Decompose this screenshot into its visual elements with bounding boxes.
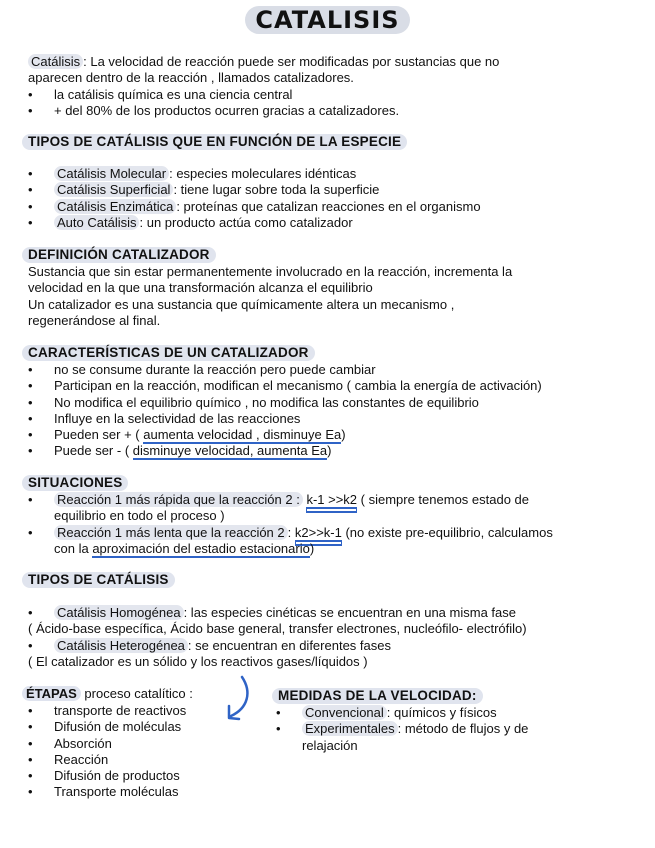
intro-block: Catálisis : La velocidad de reacción puede ser modificadas por sustancias que no aparecen dentro de la reacción , llamados catalizadores. • la catálisis química es una ciencia central • + del 80% de los productos ocurren gracias a catalizadores. [28,54,628,119]
equation: k2>>k-1 [294,524,342,540]
underlined-text: disminuye velocidad, aumenta Ea [132,443,328,459]
tipos-especie-list [28,166,628,231]
equation: k-1 >>k2 [306,492,358,507]
list-item: • No modifica el equilibrio químico , no modifica las constantes de equilibrio [28,394,479,410]
page-title: CATALISIS [0,6,655,34]
list-item: • Convencional : químicos y físicos [276,705,497,720]
list-item: • Catálisis Molecular : especies moleculares idénticas [28,166,357,181]
list-item: • Difusión de moléculas [28,719,182,735]
etapas-list [28,703,248,801]
underlined-text: aproximación del estadio estacionario [92,540,310,556]
list-item: • Reacción [28,751,109,767]
tipos-list: • Catálisis Homogénea : las especies cinéticas se encuentran en una misma fase ( Ácido-base específica, Ácido base general, transfer electrones, nucleófilo- electrófilo) • Catálisis Heterogénea : se encuentran en diferentes fases ( El catalizador es un sólido y los reactivos gases/líquidos ) [28,605,648,670]
etapas-heading: ÉTAPAS proceso catalítico : [22,686,193,702]
section-heading: CARACTERÍSTICAS DE UN CATALIZADOR [22,345,315,361]
underlined-text: aumenta velocidad , disminuye Ea [143,427,342,443]
list-item: • Transporte moléculas [28,784,179,800]
list-item: • Catálisis Superficial : tiene lugar sobre toda la superficie [28,182,380,198]
list-item: • Reacción 1 más lenta que la reacción 2 : k2>>k-1 (no existe pre-equilibrio, calculamos [28,524,553,540]
list-item: • Absorción [28,735,112,751]
medidas-list: • Convencional : químicos y físicos • Experimentales : método de flujos y de relajación [276,705,616,754]
section-heading: SITUACIONES [22,475,128,491]
definicion-text: Sustancia que sin estar permanentemente involucrado en la reacción, incrementa la velocidad en la que una transformación alcanza el equilibrio Un catalizador es una sustancia que químicamente altera un mecanismo , regenerándose al final. [28,264,513,328]
caracteristicas-list [28,362,638,460]
section-heading: TIPOS DE CATÁLISIS [22,572,175,588]
list-item: • Reacción 1 más rápida que la reacción 2 : k-1 >>k2 ( siempre tenemos estado de [28,492,530,507]
list-item: • la catálisis química es una ciencia central [28,86,293,102]
list-item: • Influye en la selectividad de las reacciones [28,410,301,426]
list-item: • Pueden ser + ( aumenta velocidad , disminuye Ea) [28,427,346,443]
list-item: • no se consume durante la reacción pero puede cambiar [28,362,376,377]
list-item: • transporte de reactivos [28,703,187,718]
list-item: • Participan en la reacción, modifican el mecanismo ( cambia la energía de activación) [28,378,542,394]
situaciones-list: • Reacción 1 más rápida que la reacción 2 : k-1 >>k2 ( siempre tenemos estado de equilibrio en todo el proceso ) • Reacción 1 más lenta que la reacción 2 : k2>>k-1 (no existe pre-equilibrio, calculamos con la aproximación del estadio estacionario) [28,492,638,557]
curved-arrow-icon [222,674,258,726]
section-heading: TIPOS DE CATÁLISIS QUE EN FUNCIÓN DE LA ESPECIE [22,134,407,150]
intro-term: Catálisis [28,54,83,69]
list-item: • Auto Catálisis : un producto actúa como catalizador [28,214,353,230]
list-item: • Puede ser - ( disminuye velocidad, aumenta Ea) [28,443,332,459]
section-heading: DEFINICIÓN CATALIZADOR [22,247,216,263]
section-heading: MEDIDAS DE LA VELOCIDAD: [272,688,483,704]
list-item: • Experimentales : método de flujos y de [276,721,529,737]
list-item: • Catálisis Enzimática : proteínas que catalizan reacciones en el organismo [28,198,481,214]
list-item: • Difusión de productos [28,768,180,784]
list-item: • Catálisis Homogénea : las especies cinéticas se encuentran en una misma fase [28,605,516,620]
list-item: • + del 80% de los productos ocurren gracias a catalizadores. [28,102,400,118]
list-item: • Catálisis Heterogénea : se encuentran en diferentes fases [28,637,391,653]
